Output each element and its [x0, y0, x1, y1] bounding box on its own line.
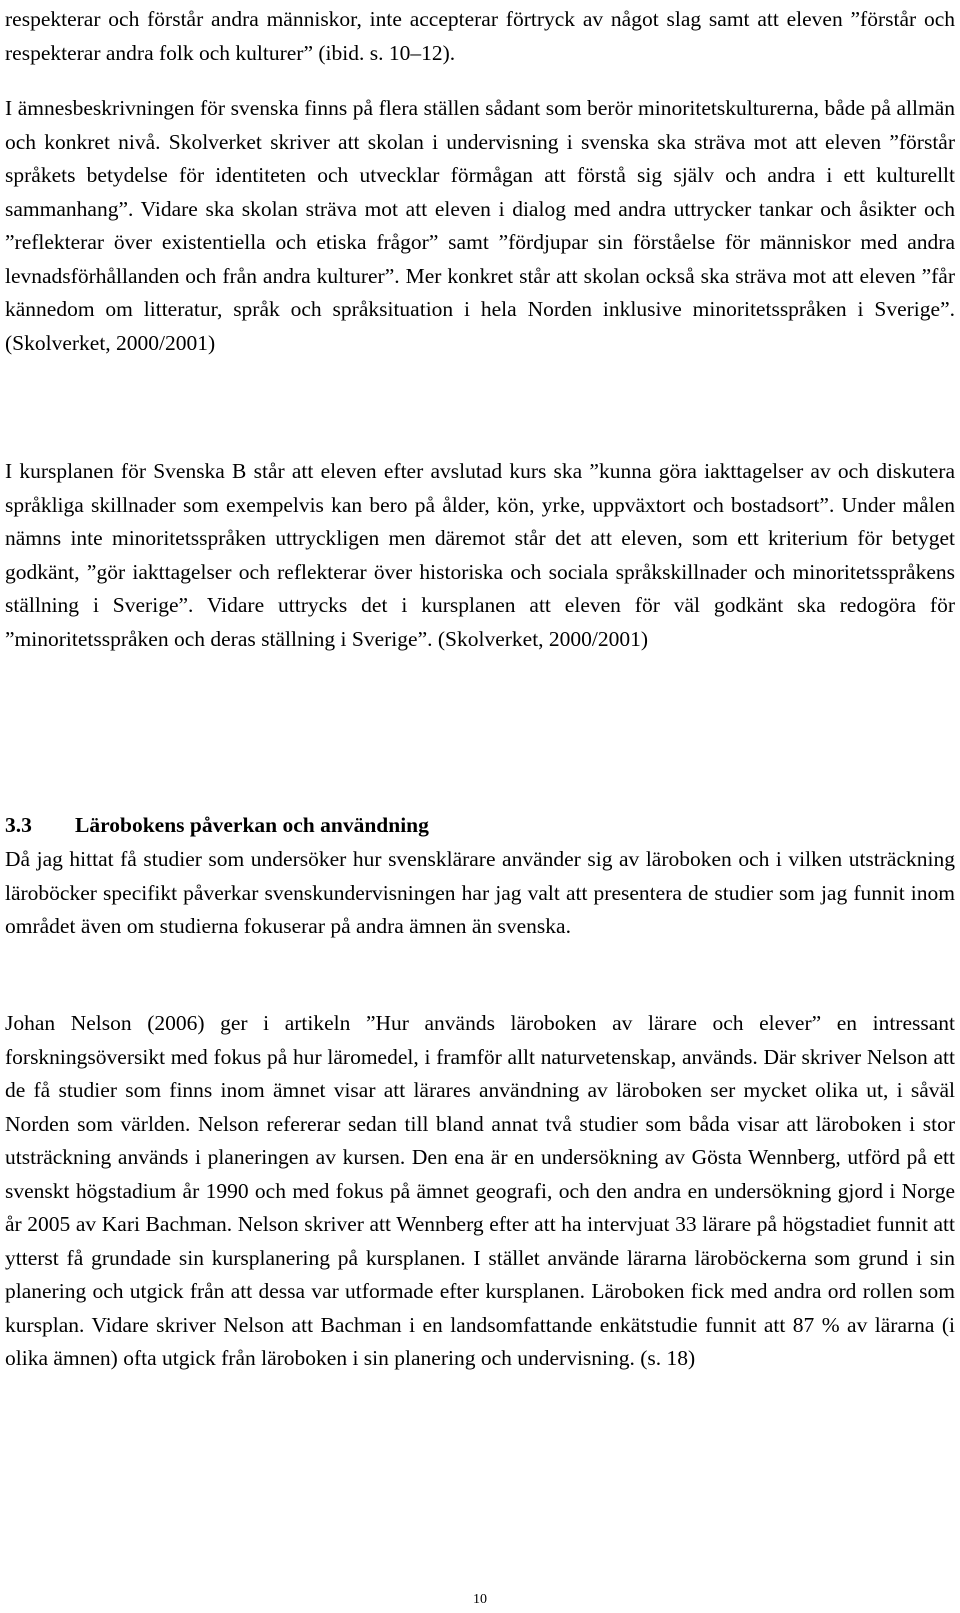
paragraph-course-plan-svenska-b: I kursplanen för Svenska B står att eleven efter avslutad kurs ska ”kunna göra iakttagelser av och diskutera språkliga skillnader som exempelvis kan bero på ålder, kön, yrke, uppväxtort och bostadsort”. Under målen nämns inte minoritetsspråken uttryckligen men däremot står det att eleven, som ett kriterium för betyget godkänt, ”gör iakttagelser och reflekterar över historiska och sociala språkskillnader och minoritetsspråkens ställning i Sverige”. Vidare uttrycks det i kursplanen att eleven för väl godkänt ska redogöra för ”minoritetsspråken och deras ställning i Sverige”. (Skolverket, 2000/2001) — [5, 459, 955, 651]
paragraph-section-intro: Då jag hittat få studier som undersöker hur svensklärare använder sig av läroboken och i vilken utsträckning läroböcker specifikt påverkar svenskundervisningen har jag valt att presentera de studier som jag funnit inom området även om studierna fokuserar på andra ämnen än svenska. — [5, 847, 955, 938]
page-number: 10 — [473, 1592, 487, 1607]
paragraph-subject-description: I ämnesbeskrivningen för svenska finns på flera ställen sådant som berör minoritetskulturerna, både på allmän och konkret nivå. Skolverket skriver att skolan i undervisning i svenska ska sträva mot att eleven ”förstår språkets betydelse för identiteten och utvecklar förmågan att förstå sig själv och andra i ett kulturellt sammanhang”. Vidare ska skolan sträva mot att eleven i dialog med andra uttrycker tankar och åsikter och ”reflekterar över existentiella och etiska frågor” samt ”fördjupar sin förståelse för människor med andra levnadsförhållanden och från andra kulturer”. Mer konkret står att skolan också ska sträva mot att eleven ”får kännedom om litteratur, språk och språksituation i hela Norden inklusive minoritetsspråken i Sverige”. (Skolverket, 2000/2001) — [5, 96, 955, 355]
section-heading — [5, 809, 429, 842]
section-number: 3.3 — [5, 813, 32, 837]
paragraph-values-continuation: respekterar och förstår andra människor, inte accepterar förtryck av något slag samt att eleven ”förstår och respekterar andra folk och kulturer” (ibid. s. 10–12). — [5, 7, 955, 65]
section-title: Lärobokens påverkan och användning — [75, 813, 429, 837]
paragraph-nelson-review: Johan Nelson (2006) ger i artikeln ”Hur används läroboken av lärare och elever” en intressant forskningsöversikt med fokus på hur läromedel, i framför allt naturvetenskap, används. Där skriver Nelson att de få studier som finns inom ämnet visar att lärares användning av läroboken ser mycket olika ut, i såväl Norden som världen. Nelson refererar sedan till bland annat två studier som båda visar att läroboken i stor utsträckning används i planeringen av kursen. Den ena är en undersökning av Gösta Wennberg, utförd på ett svenskt högstadium år 1990 och med fokus på ämnet geografi, och den andra en undersökning gjord i Norge år 2005 av Kari Bachman. Nelson skriver att Wennberg efter att ha intervjuat 33 lärare på högstadiet funnit att ytterst få grundade sin kursplanering på kursplanen. I stället använde lärarna läroböckerna som grund i sin planering och utgick från att dessa var utformade efter kursplanen. Läroboken fick med andra ord rollen som kursplan. Vidare skriver Nelson att Bachman i en landsomfattande enkätstudie funnit att 87 % av lärarna (i olika ämnen) ofta utgick från läroboken i sin planering och undervisning. (s. 18) — [5, 1011, 955, 1370]
